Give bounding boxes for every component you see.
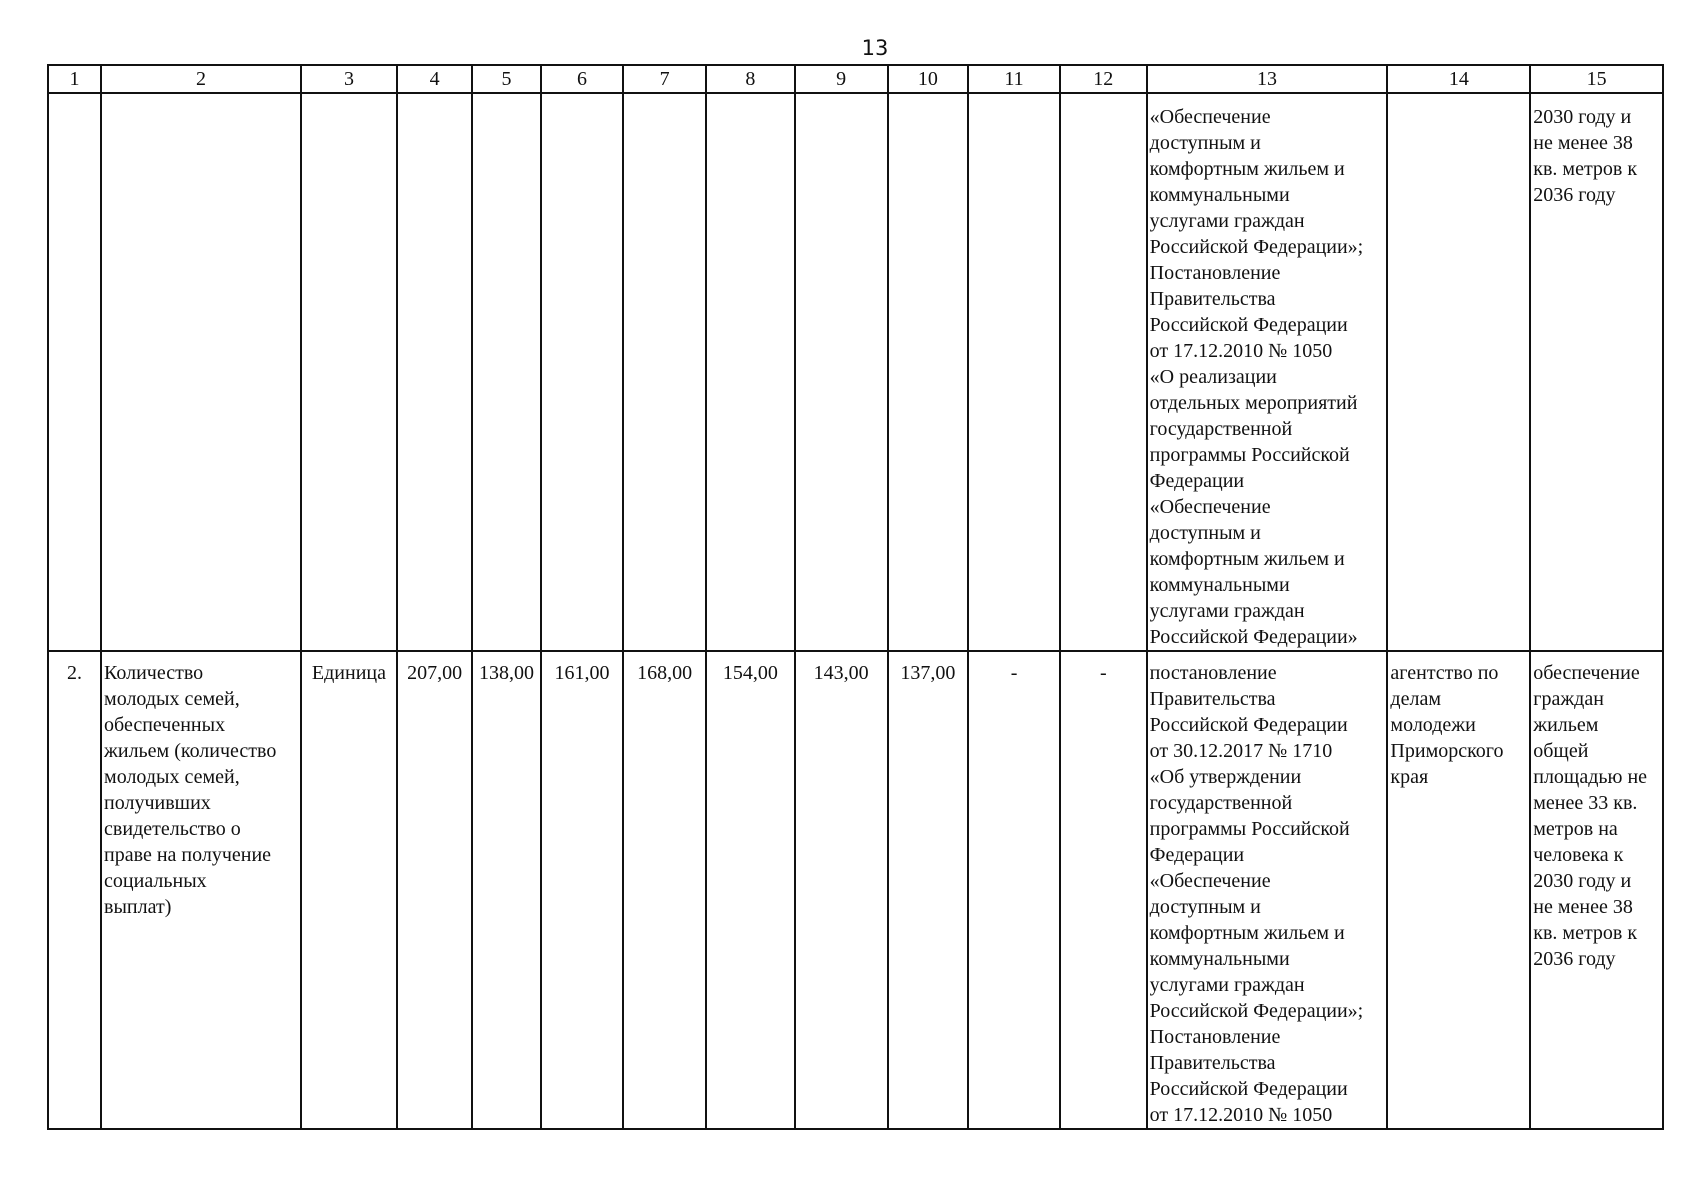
- value-cell: [968, 651, 1060, 1129]
- unit: Единица: [311, 662, 386, 684]
- column-number-row: [48, 65, 1663, 93]
- column-number: 1: [48, 65, 101, 93]
- column-number: 5: [472, 65, 540, 93]
- value-cell: [706, 651, 795, 1129]
- row-number: 2.: [67, 662, 83, 684]
- indicator-name: Количество молодых семей, обеспеченных жильем (количество молодых семей, получивших свидетельство о праве на получение социальных выплат): [104, 662, 277, 918]
- column-number: 13: [1147, 65, 1388, 93]
- value-cell: [623, 651, 706, 1129]
- column-number: 4: [397, 65, 472, 93]
- value: 138,00: [479, 662, 535, 684]
- indicator-cell: [101, 651, 301, 1129]
- column-number: 8: [706, 65, 795, 93]
- column-number: 9: [795, 65, 888, 93]
- value-cell: [472, 651, 540, 1129]
- value: 168,00: [637, 662, 693, 684]
- responsible-text: агентство по делам молодежи Приморского края: [1390, 662, 1504, 788]
- column-number: 2: [101, 65, 301, 93]
- value-cell: [1060, 651, 1147, 1129]
- unit-cell: [301, 651, 397, 1129]
- goal-cell: [1530, 93, 1663, 651]
- value: 207,00: [407, 662, 463, 684]
- indicators-table: [47, 64, 1664, 1130]
- legal-basis-text: постановление Правительства Российской Федерации от 30.12.2017 № 1710 «Об утверждении государственной программы Российской Федерации «Обеспечение доступным и комфортным жильем и коммунальными услугами граждан Российской Федерации»; Постановление Правительства Российской Федерации от 17.12.2010 № 1050: [1149, 662, 1364, 1126]
- value-cell: [795, 651, 888, 1129]
- column-number: 12: [1060, 65, 1147, 93]
- value: 143,00: [813, 662, 869, 684]
- legal-basis-cell: [1147, 93, 1388, 651]
- column-number: 11: [968, 65, 1060, 93]
- column-number: 7: [623, 65, 706, 93]
- value-cell: [888, 651, 969, 1129]
- legal-basis-text: «Обеспечение доступным и комфортным жильем и коммунальными услугами граждан Российской Федерации»; Постановление Правительства Российской Федерации от 17.12.2010 № 1050 «О реализации отдельных мероприятий государственной программы Российской Федерации «Обеспечение доступным и комфортным жильем и коммунальными услугами граждан Российской Федерации»: [1149, 106, 1364, 648]
- goal-cell: [1530, 651, 1663, 1129]
- column-number: 10: [888, 65, 969, 93]
- value: 137,00: [900, 662, 956, 684]
- value: 161,00: [554, 662, 610, 684]
- goal-text: 2030 году и не менее 38 кв. метров к 2036 году: [1533, 106, 1638, 206]
- value-cell: [541, 651, 624, 1129]
- column-number: 14: [1387, 65, 1530, 93]
- goal-text: обеспечение граждан жильем общей площадью не менее 33 кв. метров на человека к 2030 году и не менее 38 кв. метров к 2036 году: [1533, 662, 1648, 970]
- row-number-cell: [48, 651, 101, 1129]
- page-number: 13: [861, 36, 889, 60]
- column-number: 6: [541, 65, 624, 93]
- table-row: [48, 93, 1663, 651]
- column-number: 15: [1530, 65, 1663, 93]
- value: 154,00: [722, 662, 778, 684]
- responsible-cell: [1387, 651, 1530, 1129]
- table-row: [48, 651, 1663, 1129]
- legal-basis-cell: [1147, 651, 1388, 1129]
- value: -: [1099, 662, 1107, 684]
- column-number: 3: [301, 65, 397, 93]
- value: -: [1010, 662, 1018, 684]
- value-cell: [397, 651, 472, 1129]
